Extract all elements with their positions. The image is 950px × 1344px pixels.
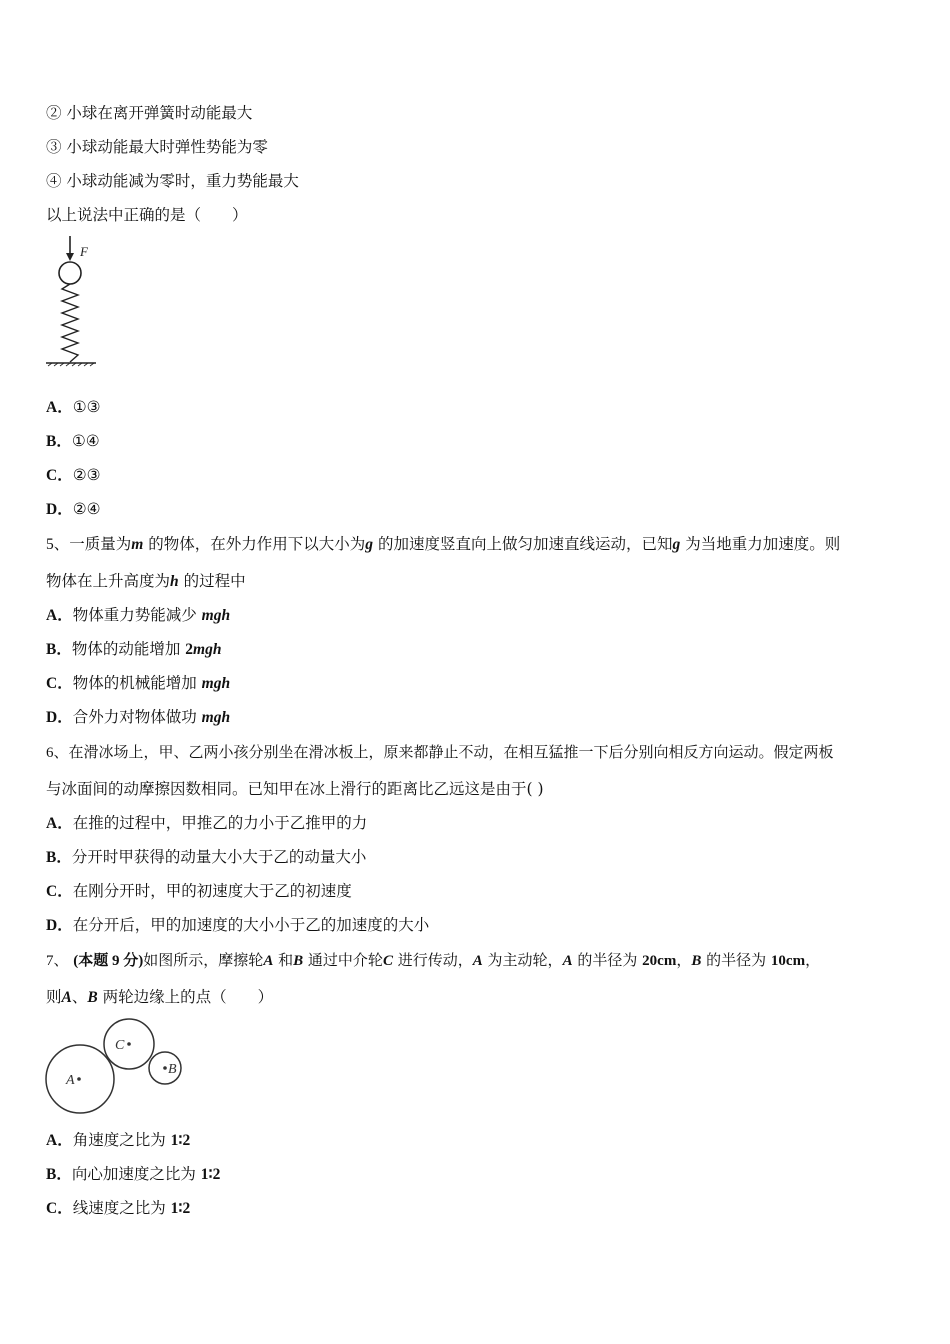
q7-option-a: A．角速度之比为 1∶2 <box>46 1131 191 1149</box>
q4-option-c: C．②③ <box>46 466 101 484</box>
wheel-c-center <box>127 1042 131 1046</box>
spring <box>62 284 78 362</box>
force-arrowhead <box>66 253 74 261</box>
wheel-b-center <box>163 1066 167 1070</box>
q4-option-b: B．①④ <box>46 432 100 450</box>
q4-prompt: 以上说法中正确的是（ ） <box>46 206 248 224</box>
q5-option-a: A．物体重力势能减少 mgh <box>46 606 231 624</box>
q6-option-a: A．在推的过程中，甲推乙的力小于乙推甲的力 <box>46 814 368 832</box>
q6-option-b: B．分开时甲获得的动量大小大于乙的动量大小 <box>46 848 367 866</box>
wheel-b-label: B <box>168 1062 177 1077</box>
q5-option-d: D．合外力对物体做功 mgh <box>46 708 231 726</box>
q4-option-a: A．①③ <box>46 398 101 416</box>
wheel-c-label: C <box>115 1038 125 1053</box>
q5-line1: 5、一质量为m 的物体，在外力作用下以大小为g 的加速度竖直向上做匀加速直线运动，已知g 为当地重力加速度。则 <box>46 535 841 553</box>
q6-option-c: C．在刚分开时，甲的初速度大于乙的初速度 <box>46 882 352 900</box>
statement-4: ④ 小球动能减为零时，重力势能最大 <box>46 172 299 190</box>
wheels-figure <box>40 1012 190 1118</box>
q7-option-c: C．线速度之比为 1∶2 <box>46 1199 191 1217</box>
q6-line2: 与冰面间的动摩擦因数相同。已知甲在冰上滑行的距离比乙远这是由于( ) <box>46 780 544 798</box>
q4-option-d: D．②④ <box>46 500 101 518</box>
q5-option-c: C．物体的机械能增加 mgh <box>46 674 231 692</box>
statement-2: ② 小球在离开弹簧时动能最大 <box>46 104 253 122</box>
force-label: F <box>80 244 88 259</box>
q6-option-d: D．在分开后，甲的加速度的大小小于乙的加速度的大小 <box>46 916 430 934</box>
q5-option-b: B．物体的动能增加 2mgh <box>46 640 222 658</box>
q7-line1: 7、 (本题 9 分)如图所示，摩擦轮A 和B 通过中介轮C 进行传动，A 为主动轮，A 的半径为 20cm，B 的半径为 10cm， <box>46 951 821 969</box>
q6-line1: 6、在滑冰场上，甲、乙两小孩分别坐在滑冰板上，原来都静止不动，在相互猛推一下后分别向相反方向运动。假定两板 <box>46 743 834 761</box>
q5-line2: 物体在上升高度为h 的过程中 <box>46 572 246 590</box>
wheel-a-center <box>77 1077 81 1081</box>
statement-3: ③ 小球动能最大时弹性势能为零 <box>46 138 268 156</box>
q7-line2: 则A、B 两轮边缘上的点（ ） <box>46 988 274 1006</box>
spring-figure <box>40 232 110 370</box>
ball <box>59 262 81 284</box>
q7-option-b: B．向心加速度之比为 1∶2 <box>46 1165 221 1183</box>
wheel-a-label: A <box>66 1073 75 1088</box>
